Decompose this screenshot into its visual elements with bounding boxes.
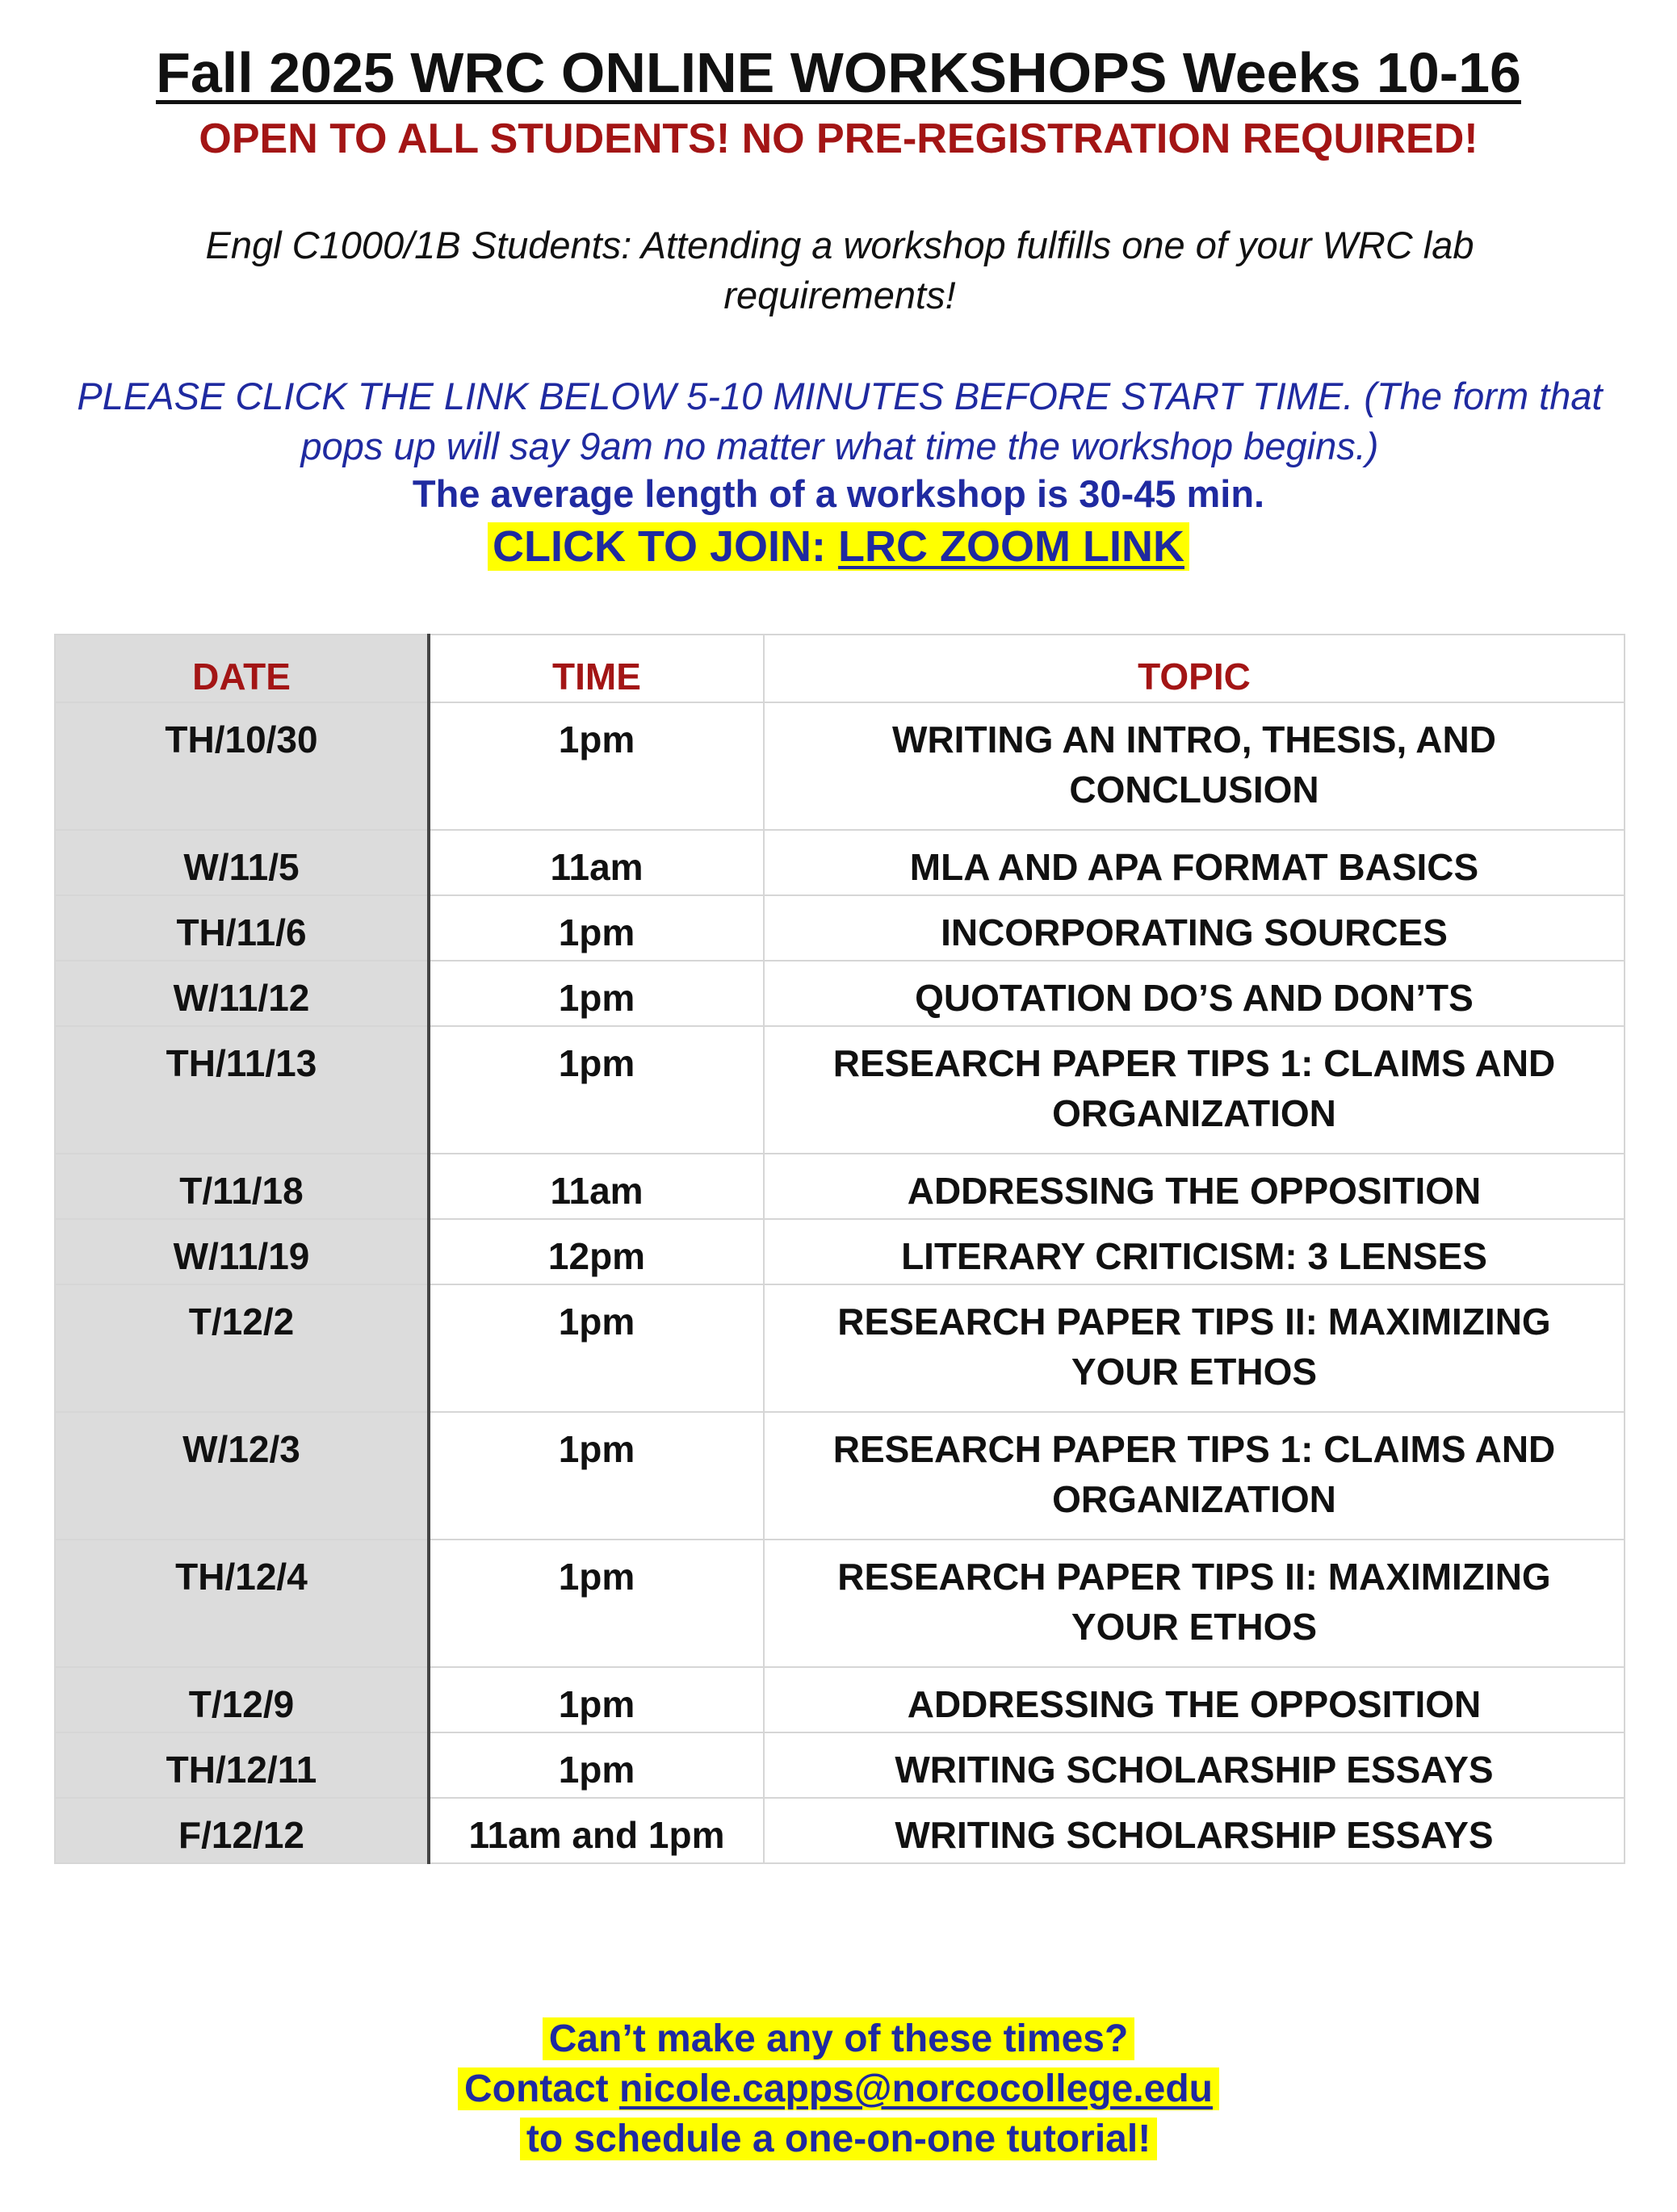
time-cell: 12pm [429,1219,764,1284]
join-label: CLICK TO JOIN: [493,522,827,571]
date-cell: TH/12/11 [55,1732,429,1798]
footer-line-3 [0,2114,1677,2164]
footer-question: Can’t make any of these times? [543,2017,1135,2060]
table-row [55,1412,1625,1540]
date-cell: F/12/12 [55,1798,429,1863]
footer-line-2 [0,2064,1677,2114]
table-row [55,1540,1625,1667]
table-row [55,830,1625,895]
topic-cell: RESEARCH PAPER TIPS II: MAXIMIZING YOUR ETHOS [764,1284,1625,1412]
date-cell: T/11/18 [55,1154,429,1219]
topic-cell: MLA AND APA FORMAT BASICS [764,830,1625,895]
workshop-schedule-table [54,634,1625,1864]
topic-cell: INCORPORATING SOURCES [764,895,1625,961]
column-header-date: DATE [55,635,429,702]
topic-cell: RESEARCH PAPER TIPS 1: CLAIMS AND ORGANIZATION [764,1412,1625,1540]
date-cell: T/12/9 [55,1667,429,1732]
time-cell: 11am [429,1154,764,1219]
page-title: Fall 2025 WRC ONLINE WORKSHOPS Weeks 10-16 [156,41,1521,104]
english-students-note: Engl C1000/1B Students: Attending a workshop fulfills one of your WRC lab requirements! [205,224,1474,316]
table-row [55,895,1625,961]
average-length-note: The average length of a workshop is 30-45 min. [412,472,1265,515]
time-cell: 1pm [429,1026,764,1154]
contact-footer [0,2014,1677,2164]
date-cell: W/12/3 [55,1412,429,1540]
time-cell: 11am [429,830,764,895]
table-row [55,1026,1625,1154]
join-line [0,522,1677,572]
date-cell: W/11/19 [55,1219,429,1284]
date-cell: TH/10/30 [55,702,429,830]
date-cell: TH/12/4 [55,1540,429,1667]
date-cell: W/11/5 [55,830,429,895]
open-to-all-banner: OPEN TO ALL STUDENTS! NO PRE-REGISTRATION REQUIRED! [199,115,1478,162]
table-row [55,1219,1625,1284]
topic-cell: RESEARCH PAPER TIPS 1: CLAIMS AND ORGANIZATION [764,1026,1625,1154]
topic-cell: RESEARCH PAPER TIPS II: MAXIMIZING YOUR ETHOS [764,1540,1625,1667]
time-cell: 1pm [429,961,764,1026]
table-header-row [55,635,1625,702]
table-row [55,1732,1625,1798]
date-cell: T/12/2 [55,1284,429,1412]
topic-cell: WRITING SCHOLARSHIP ESSAYS [764,1732,1625,1798]
footer-tutorial-text: to schedule a one-on-one tutorial! [520,2118,1157,2160]
time-cell: 1pm [429,702,764,830]
time-cell: 1pm [429,1284,764,1412]
footer-contact-highlight [458,2067,1219,2110]
time-cell: 1pm [429,1732,764,1798]
date-cell: TH/11/6 [55,895,429,961]
contact-email-link[interactable]: nicole.capps@norcocollege.edu [619,2067,1213,2110]
topic-cell: ADDRESSING THE OPPOSITION [764,1667,1625,1732]
lrc-zoom-link[interactable]: LRC ZOOM LINK [838,522,1184,571]
table-row [55,1798,1625,1863]
time-cell: 1pm [429,1667,764,1732]
table-row [55,702,1625,830]
topic-cell: ADDRESSING THE OPPOSITION [764,1154,1625,1219]
footer-contact-label: Contact [464,2067,609,2110]
time-cell: 11am and 1pm [429,1798,764,1863]
date-cell: W/11/12 [55,961,429,1026]
column-header-time: TIME [429,635,764,702]
table-row [55,1667,1625,1732]
join-highlight [488,522,1189,571]
table-row [55,1284,1625,1412]
time-cell: 1pm [429,1540,764,1667]
join-instructions: PLEASE CLICK THE LINK BELOW 5-10 MINUTES BEFORE START TIME. (The form that pops up will say 9am no matter what time the workshop begins.) [77,375,1603,467]
footer-line-1 [0,2014,1677,2064]
table-row [55,961,1625,1026]
time-cell: 1pm [429,1412,764,1540]
time-cell: 1pm [429,895,764,961]
topic-cell: WRITING AN INTRO, THESIS, AND CONCLUSION [764,702,1625,830]
table-row [55,1154,1625,1219]
topic-cell: QUOTATION DO’S AND DON’TS [764,961,1625,1026]
topic-cell: LITERARY CRITICISM: 3 LENSES [764,1219,1625,1284]
date-cell: TH/11/13 [55,1026,429,1154]
column-header-topic: TOPIC [764,635,1625,702]
topic-cell: WRITING SCHOLARSHIP ESSAYS [764,1798,1625,1863]
